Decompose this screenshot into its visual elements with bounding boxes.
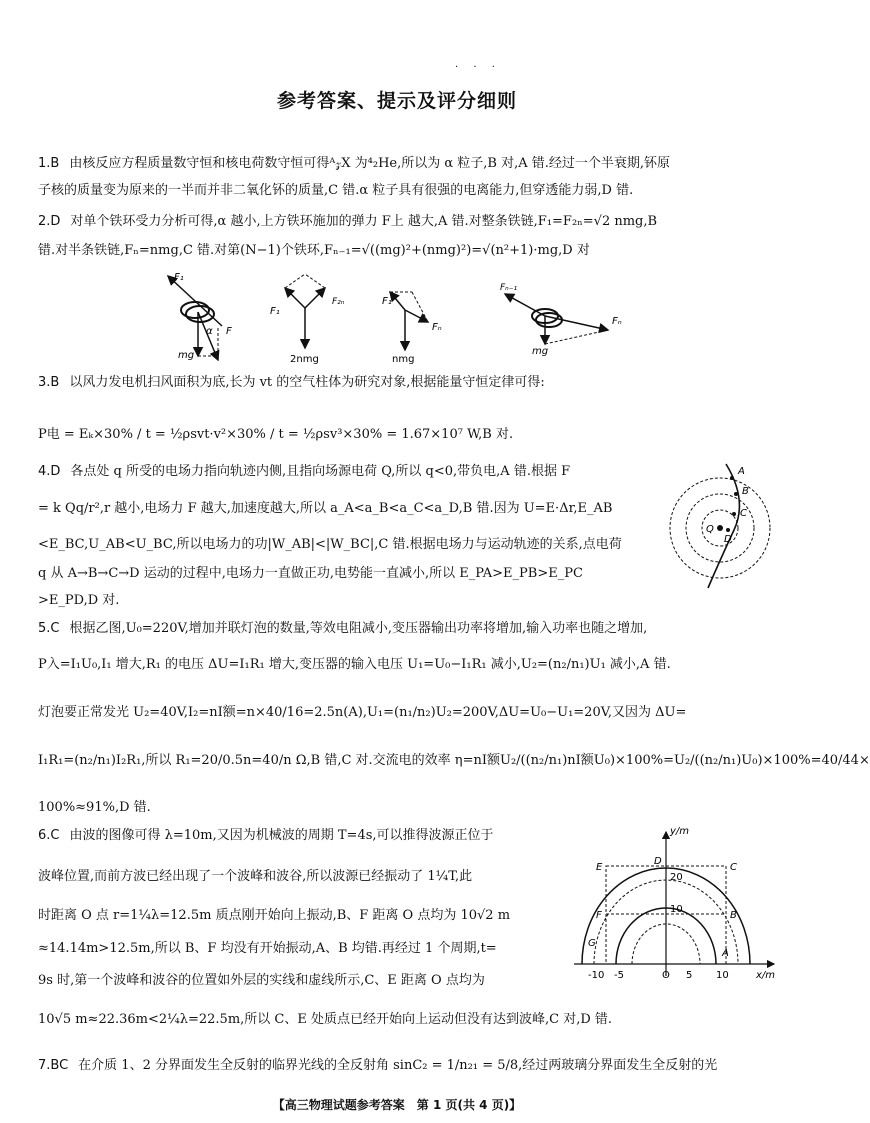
q2-d3-mg-label: nmg [392, 354, 415, 365]
q6-text-4: ≈14.14m>12.5m,所以 B、F 均没有开始振动,A、B 均错.再经过 1 个周期,t= [38, 941, 497, 956]
q4-text-1: 各点处 q 所受的电场力指向轨迹内侧,且指向场源电荷 Q,所以 q<0,带负电,A 错.根据 F [70, 464, 571, 479]
x-tick-labels [588, 970, 729, 981]
q4-point-c: C [740, 508, 747, 519]
q2-d4-fn1-label: Fₙ₋₁ [500, 283, 518, 293]
q2-f-label: F [226, 326, 232, 337]
last-ring-force-diagram [500, 283, 622, 357]
q6-point-c: C [730, 862, 737, 873]
q6-point-e: E [596, 862, 603, 873]
q2-d4-fn-label: Fₙ [612, 316, 622, 327]
q6-text-5: 9s 时,第一个波峰和波谷的位置如外层的实线和虚线所示,C、E 距离 O 点均为 [38, 973, 485, 988]
q4-text-4: q 从 A→B→C→D 运动的过程中,电场力一直做正功,电势能一直减小,所以 E_PA>E_PB>E_PC [38, 566, 583, 581]
q3-formula: P电 = Eₖ×30% / t = ½ρsvt·v²×30% / t = ½ρsv³×30% = 1.67×10⁷ W,B 对. [38, 427, 514, 442]
q2-alpha-label: α [206, 326, 213, 337]
q6-text-3: 时距离 O 点 r=1¼λ=12.5m 质点刚开始向上振动,B、F 距离 O 点均为 10√2 m [38, 908, 511, 923]
q1-number: 1.B [38, 156, 60, 171]
page-footer: 【高三物理试题参考答案 第 1 页(共 4 页)】 [272, 1098, 522, 1112]
q4-number: 4.D [38, 464, 61, 479]
q6-text-1: 由波的图像可得 λ=10m,又因为机械波的周期 T=4s,可以推得波源正位于 [69, 828, 494, 843]
q3-number: 3.B [38, 375, 60, 390]
q4-point-d: D [724, 534, 732, 545]
q4-field-diagram [668, 460, 778, 590]
q2-number: 2.D [38, 214, 61, 229]
q2-text-2: 错.对半条铁链,Fₙ=nmg,C 错.对第(N−1)个铁环,Fₙ₋₁=√((mg)²+(nmg)²)=√(n²+1)·mg,D 对 [38, 243, 590, 258]
ring-force-diagram [168, 272, 232, 361]
q6-y10: 10 [670, 904, 683, 915]
q5-text-1: 根据乙图,U₀=220V,增加并联灯泡的数量,等效电阻减小,变压器输出功率将增加,输入功率也随之增加, [69, 621, 648, 636]
q2-d2-mg-label: 2nmg [290, 354, 319, 365]
q2-d2-f2n-label: F₂ₙ [332, 297, 345, 307]
q5-text-2: P入=I₁U₀,I₁ 增大,R₁ 的电压 ΔU=I₁R₁ 增大,变压器的输入电压 U₁=U₀−I₁R₁ 减小,U₂=(n₂/n₁)U₁ 减小,A 错. [38, 657, 671, 672]
q6-line-1 [38, 827, 534, 845]
q6-point-a: A [722, 948, 729, 959]
q5-text-5: 100%≈91%,D 错. [38, 800, 151, 815]
q2-line-1 [38, 213, 764, 231]
q1-text-1: 由核反应方程质量数守恒和核电荷数守恒可得ᴬ𝓏X 为⁴₂He,所以为 α 粒子,B 对,A 错.经过一个半衰期,钚原 [69, 156, 671, 171]
q3-text-1: 以风力发电机扫风面积为底,长为 vt 的空气柱体为研究对象,根据能量守恒定律可得: [69, 375, 545, 390]
q5-line-1 [38, 620, 764, 638]
top-dots: · · · [455, 62, 501, 73]
q2-f1-label: F₁ [174, 272, 184, 283]
q2-d3-f1-label: F₁ [382, 296, 392, 307]
q6-wave-diagram [570, 826, 780, 986]
q4-text-2: = k Qq/r²,r 越小,电场力 F 越大,加速度越大,所以 a_A<a_B<a_C<a_D,B 错.因为 U=E·Δr,E_AB [38, 501, 613, 516]
q5-text-3: 灯泡要正常发光 U₂=40V,I₂=nI额=n×40/16=2.5n(A),U₁=(n₁/n₂)U₂=200V,ΔU=U₀−U₁=20V,又因为 ΔU= [38, 705, 687, 720]
half-chain-force-diagram [382, 292, 442, 365]
q4-point-b: B [742, 486, 749, 497]
q4-line-1 [38, 463, 571, 481]
q6-ylabel: y/m [670, 826, 690, 837]
q7-text-1: 在介质 1、2 分界面发生全反射的临界光线的全反射角 sinC₂ = 1/n₂₁ = 5/8,经过两玻璃分界面发生全反射的光 [78, 1058, 718, 1073]
q4-charge-q: Q [706, 524, 714, 535]
q5-number: 5.C [38, 621, 60, 636]
q6-text-2: 波峰位置,而前方波已经出现了一个波峰和波谷,所以波源已经振动了 1¼T,此 [38, 869, 473, 884]
q2-force-diagrams [160, 268, 640, 368]
q2-mg-label: mg [178, 350, 195, 361]
q7-line-1 [38, 1057, 764, 1075]
q6-point-b: B [730, 910, 737, 921]
q4-text-3: <E_BC,U_AB<U_BC,所以电场力的功|W_AB|<|W_BC|,C 错.根据电场力与运动轨迹的关系,点电荷 [38, 537, 622, 552]
q2-text-1: 对单个铁环受力分析可得,α 越小,上方铁环施加的弹力 F上 越大,A 错.对整条铁链,F₁=F₂ₙ=√2 nmg,B [70, 214, 658, 229]
whole-chain-force-diagram [270, 274, 345, 365]
q6-y20: 20 [670, 872, 683, 883]
x-tick-label: -10 [588, 970, 605, 981]
x-tick-label: -5 [614, 970, 624, 981]
q2-d3-fn-label: Fₙ [432, 322, 442, 333]
q5-text-4: I₁R₁=(n₂/n₁)I₂R₁,所以 R₁=20/0.5n=40/n Ω,B 错,C 对.交流电的效率 η=nI额U₂/((n₂/n₁)nI额U₀)×100%=U₂/((n₂/n₁)U₀)×100%=40/44× [38, 753, 870, 768]
page-title: 参考答案、提示及评分细则 [276, 90, 517, 112]
q6-point-g: G [588, 938, 596, 949]
q4-point-a: A [738, 466, 745, 477]
q1-line-1 [38, 155, 764, 173]
q6-text-6: 10√5 m≈22.36m<2¼λ=22.5m,所以 C、E 处质点已经开始向上运动但没有达到波峰,C 对,D 错. [38, 1012, 613, 1027]
x-tick-label: 10 [716, 970, 729, 981]
q1-text-2: 子核的质量变为原来的一半而并非二氧化钚的质量,C 错.α 粒子具有很强的电离能力,但穿透能力弱,D 错. [38, 183, 634, 198]
q7-number: 7.BC [38, 1058, 69, 1073]
q2-d2-f1-label: F₁ [270, 306, 280, 317]
q6-number: 6.C [38, 828, 60, 843]
q4-text-5: >E_PD,D 对. [38, 593, 120, 608]
q6-point-d: D [654, 856, 662, 867]
q6-xlabel: x/m [756, 970, 776, 981]
x-tick-label: 5 [686, 970, 693, 981]
source-charge-dot [717, 525, 723, 531]
q2-d4-mg-label: mg [532, 346, 549, 357]
x-tick-label: O [662, 970, 670, 981]
q6-point-f: F [596, 910, 602, 921]
q3-line-1 [38, 374, 764, 392]
